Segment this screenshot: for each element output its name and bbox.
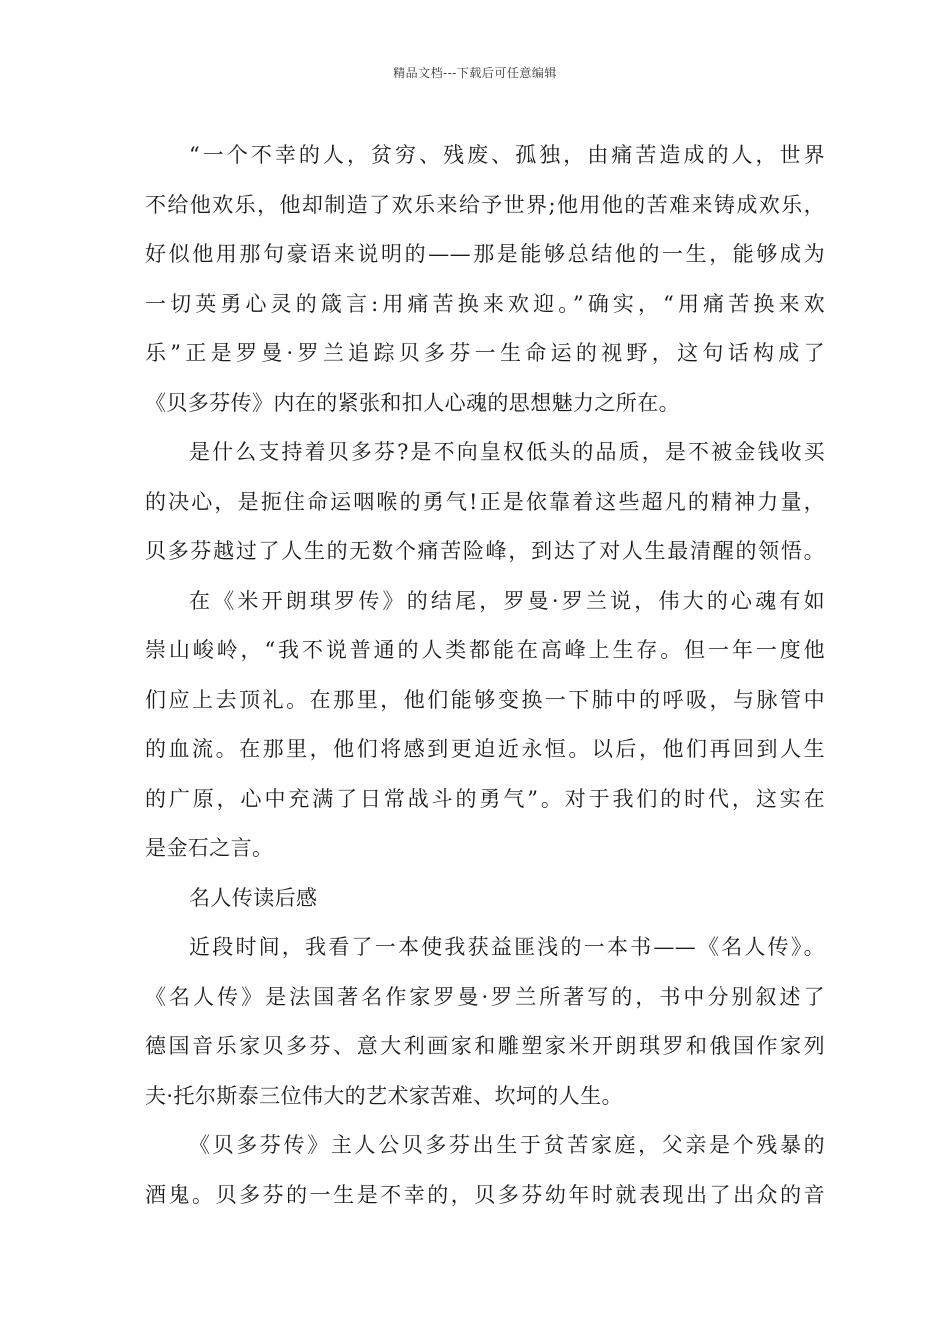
text-line: 是金石之言。 [145, 836, 274, 860]
text-line: 夫·托尔斯泰三位伟大的艺术家苦难、坎坷的人生。 [145, 1083, 623, 1108]
text-line: “一个不幸的人，贫穷、残废、孤独，由痛苦造成的人，世界 [189, 143, 825, 167]
text-line: 德国音乐家贝多芬、意大利画家和雕塑家米开朗琪罗和俄国作家列 [145, 1034, 825, 1058]
text-line: 贝多芬越过了人生的无数个痛苦险峰，到达了对人生最清醒的领悟。 [145, 539, 825, 563]
text-line: 《贝多芬传》主人公贝多芬出生于贫苦家庭，父亲是个残暴的 [189, 1133, 825, 1157]
page-header: 精品文档---下载后可任意编辑 [393, 66, 557, 80]
text-line: 的决心，是扼住命运咽喉的勇气!正是依靠着这些超凡的精神力量， [145, 489, 825, 514]
text-line: 《贝多芬传》内在的紧张和扣人心魂的思想魅力之所在。 [145, 390, 680, 415]
text-line: 《名人传》是法国著名作家罗曼·罗兰所著写的，书中分别叙述了 [145, 984, 825, 1009]
text-line: 乐”正是罗曼·罗兰追踪贝多芬一生命运的视野，这句话构成了 [145, 341, 825, 365]
text-line: 酒鬼。贝多芬的一生是不幸的，贝多芬幼年时就表现出了出众的音 [145, 1182, 825, 1207]
text-line: 们应上去顶礼。在那里，他们能够变换一下肺中的呼吸，与脉管中 [145, 687, 825, 712]
text-line: 近段时间，我看了一本使我获益匪浅的一本书——《名人传》。 [189, 935, 825, 959]
text-line: 一切英勇心灵的箴言:用痛苦换来欢迎。”确实，“用痛苦换来欢 [145, 291, 825, 316]
text-line: 在《米开朗琪罗传》的结尾，罗曼·罗兰说，伟大的心魂有如 [189, 588, 825, 613]
text-line: 的血流。在那里，他们将感到更迫近永恒。以后，他们再回到人生 [145, 737, 825, 761]
text-line: 崇山峻岭，“我不说普通的人类都能在高峰上生存。但一年一度他 [145, 638, 825, 662]
section-heading: 名人传读后感 [189, 885, 318, 910]
document-body [145, 131, 825, 1220]
text-line: 好似他用那句豪语来说明的——那是能够总结他的一生，能够成为 [145, 242, 825, 266]
text-line: 的广原，心中充满了日常战斗的勇气”。对于我们的时代，这实在 [145, 786, 825, 811]
text-line: 是什么支持着贝多芬?是不向皇权低头的品质，是不被金钱收买 [189, 440, 825, 464]
text-line: 不给他欢乐，他却制造了欢乐来给予世界;他用他的苦难来铸成欢乐， [145, 192, 825, 217]
